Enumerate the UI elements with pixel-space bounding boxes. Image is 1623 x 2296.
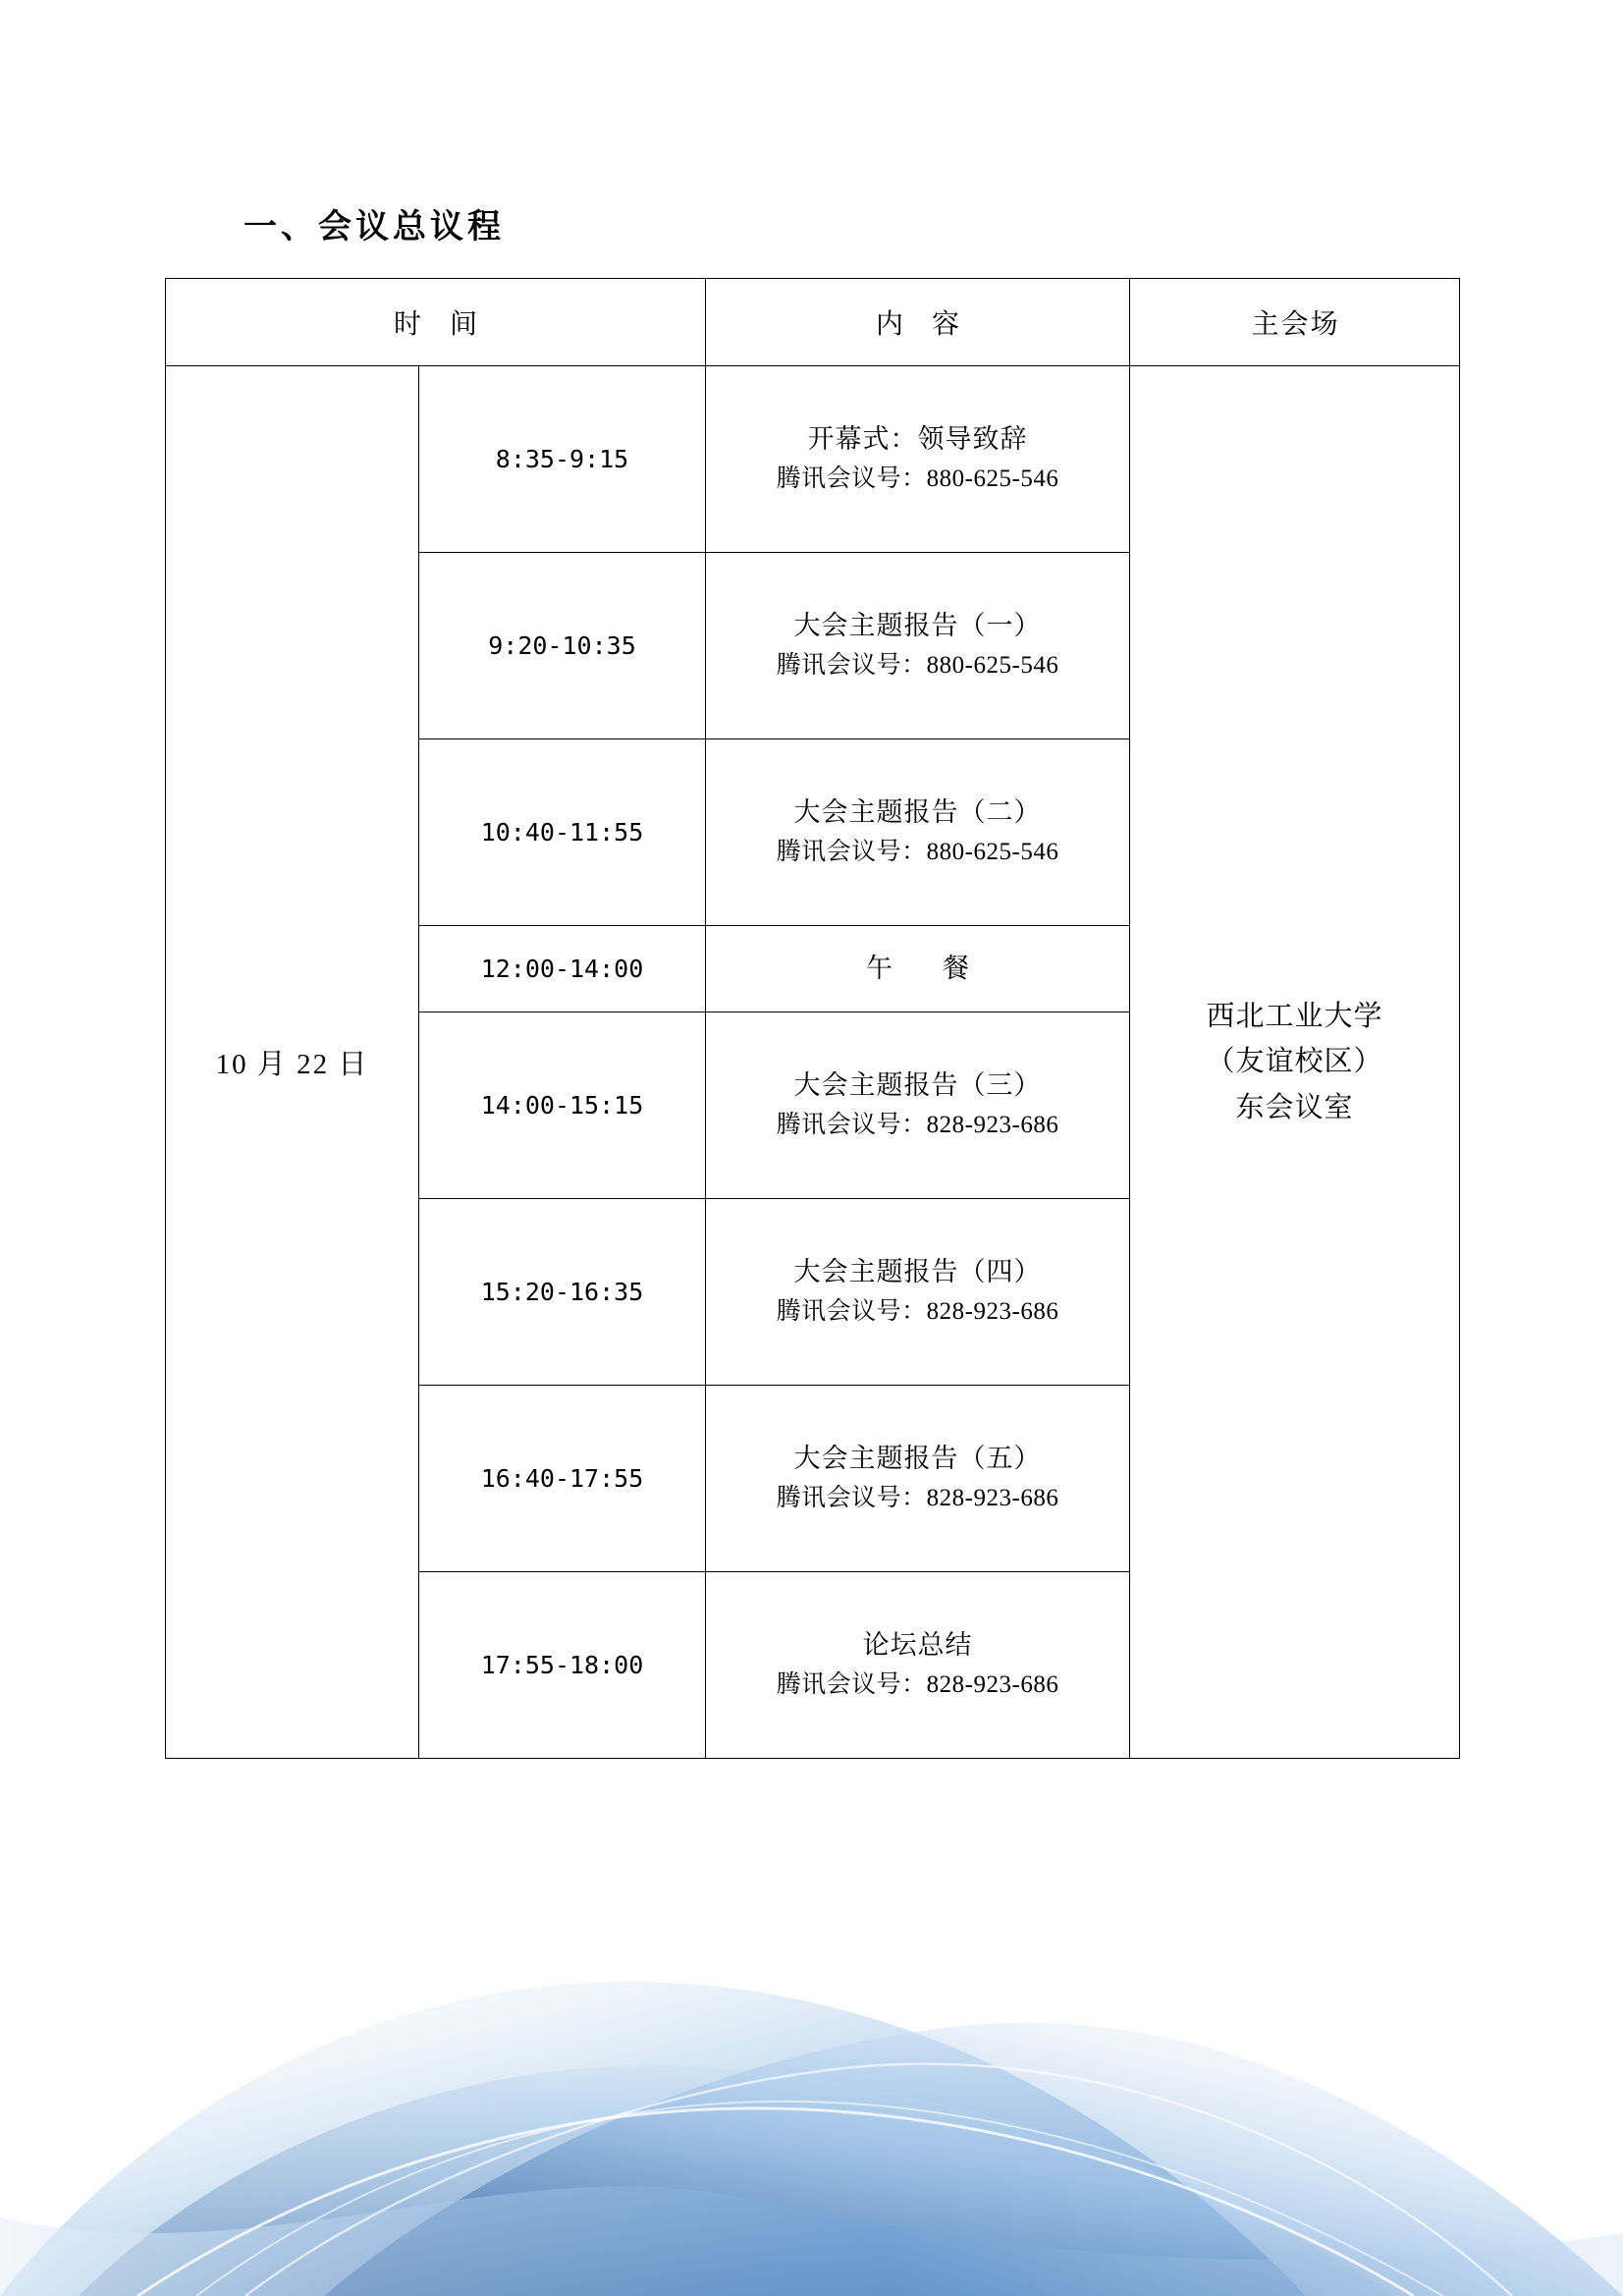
session-title: 大会主题报告（一） bbox=[793, 611, 1042, 641]
session-title: 大会主题报告（四） bbox=[793, 1257, 1042, 1287]
session-title: 大会主题报告（五） bbox=[793, 1444, 1042, 1474]
ribbon-shape bbox=[79, 2065, 1394, 2296]
table-header-row bbox=[166, 279, 1460, 366]
meeting-id: 腾讯会议号：828-923-686 bbox=[776, 1298, 1059, 1326]
content-cell bbox=[706, 366, 1130, 553]
venue-line: 西北工业大学 bbox=[1206, 1000, 1383, 1032]
content-cell bbox=[706, 739, 1130, 926]
ribbon-highlight bbox=[137, 2108, 1414, 2296]
venue-cell bbox=[1130, 366, 1460, 1759]
content-cell bbox=[706, 553, 1130, 739]
ribbon-shape bbox=[324, 2023, 1623, 2296]
ribbon-shape bbox=[0, 2186, 1623, 2296]
session-title: 大会主题报告（三） bbox=[793, 1070, 1042, 1101]
meeting-id: 腾讯会议号：828-923-686 bbox=[776, 1671, 1059, 1699]
meeting-id: 腾讯会议号：880-625-546 bbox=[776, 465, 1059, 493]
time-cell: 14:00-15:15 bbox=[419, 1012, 706, 1199]
venue-line: 东会议室 bbox=[1235, 1091, 1354, 1123]
time-cell: 16:40-17:55 bbox=[419, 1386, 706, 1572]
content-cell bbox=[706, 1199, 1130, 1386]
content-cell bbox=[706, 1386, 1130, 1572]
ribbon-shape bbox=[0, 1982, 1306, 2296]
content-cell bbox=[706, 1012, 1130, 1199]
time-cell: 9:20-10:35 bbox=[419, 553, 706, 739]
meeting-id: 腾讯会议号：880-625-546 bbox=[776, 839, 1059, 866]
table-row bbox=[166, 366, 1460, 553]
date-cell: 10 月 22 日 bbox=[166, 366, 419, 1759]
agenda-table bbox=[165, 278, 1460, 1759]
session-title: 大会主题报告（二） bbox=[793, 797, 1042, 828]
blue-ribbon-artwork bbox=[0, 1687, 1623, 2296]
column-header-content: 内 容 bbox=[706, 279, 1130, 366]
time-cell: 17:55-18:00 bbox=[419, 1572, 706, 1759]
content-cell bbox=[706, 1572, 1130, 1759]
column-header-time: 时 间 bbox=[166, 279, 706, 366]
content-cell: 午 餐 bbox=[706, 926, 1130, 1012]
ribbon-highlight bbox=[196, 2102, 1443, 2296]
session-title: 开幕式：领导致辞 bbox=[807, 424, 1028, 455]
meeting-id: 腾讯会议号：828-923-686 bbox=[776, 1485, 1059, 1512]
time-cell: 12:00-14:00 bbox=[419, 926, 706, 1012]
ribbon-highlight bbox=[245, 2064, 1512, 2296]
meeting-id: 腾讯会议号：828-923-686 bbox=[776, 1112, 1059, 1139]
venue-line: （友谊校区） bbox=[1206, 1046, 1383, 1078]
page-title: 一、会议总议程 bbox=[243, 207, 505, 246]
session-title: 论坛总结 bbox=[862, 1630, 973, 1661]
time-cell: 15:20-16:35 bbox=[419, 1199, 706, 1386]
column-header-venue: 主会场 bbox=[1130, 279, 1460, 366]
time-cell: 8:35-9:15 bbox=[419, 366, 706, 553]
meeting-id: 腾讯会议号：880-625-546 bbox=[776, 652, 1059, 680]
time-cell: 10:40-11:55 bbox=[419, 739, 706, 926]
